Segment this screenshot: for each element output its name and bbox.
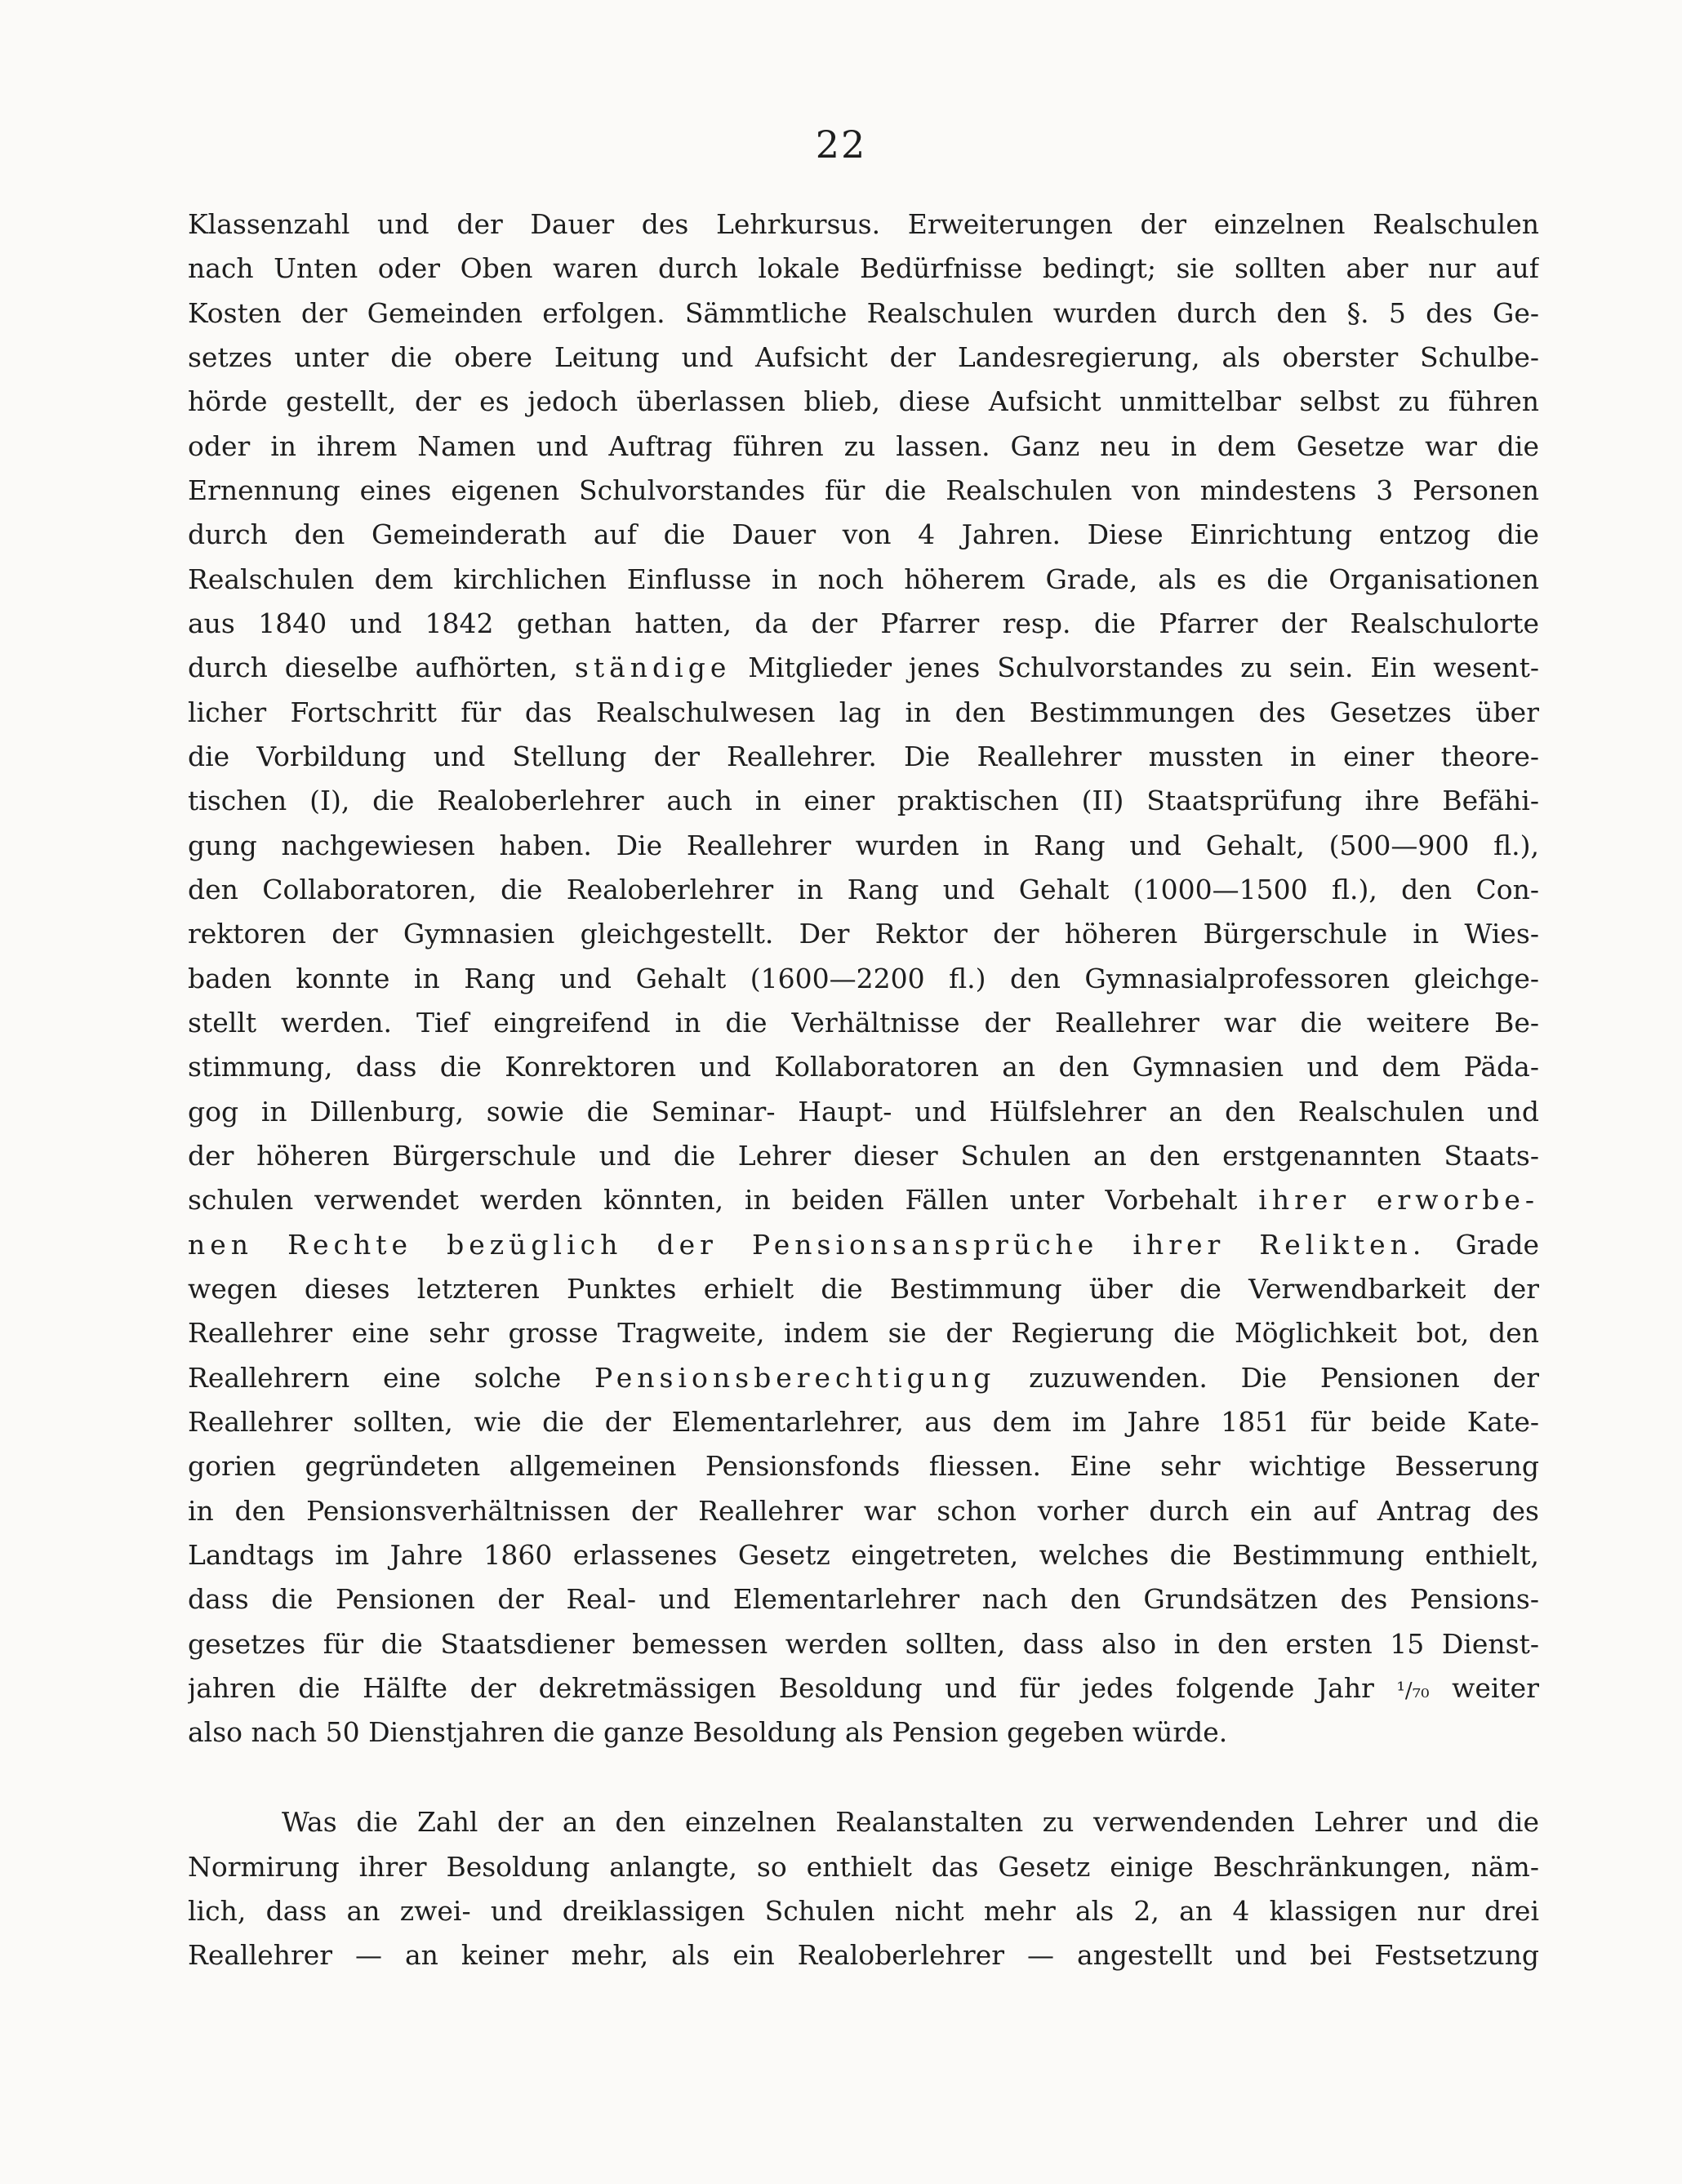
- text-line: dass die Pensionen der Real- und Elementarlehrer nach den Grundsätzen des Pensions-: [188, 1583, 1539, 1616]
- text-line: wegen dieses letzteren Punktes erhielt die Bestimmung über die Verwendbarkeit der: [188, 1272, 1539, 1305]
- text-segment: zuzuwenden. Die Pensionen der: [1029, 1361, 1539, 1394]
- text-segment: Grade: [1455, 1228, 1539, 1261]
- text-line: Reallehrer eine sehr grosse Tragweite, indem sie der Regierung die Möglichkeit bot, den: [188, 1317, 1539, 1350]
- text-line: hörde gestellt, der es jedoch überlassen blieb, diese Aufsicht unmittelbar selbst zu führen: [188, 385, 1539, 418]
- spaced-emphasis: Pensionsberechtigung: [594, 1361, 996, 1394]
- text-line: gorien gegründeten allgemeinen Pensionsfonds fliessen. Eine sehr wichtige Besserung: [188, 1450, 1539, 1483]
- text-line: gung nachgewiesen haben. Die Reallehrer wurden in Rang und Gehalt, (500—900 fl.),: [188, 829, 1539, 861]
- text-line: in den Pensionsverhältnissen der Reallehrer war schon vorher durch ein auf Antrag des: [188, 1494, 1539, 1527]
- text-line: stimmung, dass die Konrektoren und Kollaboratoren an den Gymnasien und dem Päda-: [188, 1051, 1539, 1083]
- text-line: oder in ihrem Namen und Auftrag führen zu lassen. Ganz neu in dem Gesetze war die: [188, 429, 1539, 462]
- text-line: [188, 1666, 1539, 1710]
- text-segment: Mitglieder jenes Schulvorstandes zu sein. Ein wesent-: [748, 652, 1539, 684]
- text-line: setzes unter die obere Leitung und Aufsicht der Landesregierung, als oberster Schulbe-: [188, 340, 1539, 373]
- paragraph-gap: [188, 1755, 1539, 1800]
- text-segment: Reallehrern eine solche: [188, 1361, 562, 1394]
- text-line: [188, 1223, 1539, 1267]
- text-segment: durch dieselbe aufhörten,: [188, 652, 558, 684]
- text-line: also nach 50 Dienstjahren die ganze Besoldung als Pension gegeben würde.: [188, 1716, 1228, 1749]
- page-number: 22: [815, 122, 867, 167]
- text-line: der höheren Bürgerschule und die Lehrer dieser Schulen an den erstgenannten Staats-: [188, 1139, 1539, 1172]
- fraction: ¹/₇₀: [1396, 1678, 1430, 1703]
- text-line: stellt werden. Tief eingreifend in die Verhältnisse der Reallehrer war die weitere Be-: [188, 1006, 1539, 1039]
- text-segment: jahren die Hälfte der dekretmässigen Besoldung und für jedes folgende Jahr: [188, 1671, 1374, 1704]
- text-line: Kosten der Gemeinden erfolgen. Sämmtliche Realschulen wurden durch den §. 5 des Ge-: [188, 296, 1539, 329]
- text-line: [188, 1178, 1539, 1222]
- text-line: [188, 1356, 1539, 1400]
- text-line: Klassenzahl und der Dauer des Lehrkursus. Erweiterungen der einzelnen Realschulen: [188, 208, 1539, 240]
- text-line: nach Unten oder Oben waren durch lokale Bedürfnisse bedingt; sie sollten aber nur auf: [188, 252, 1539, 285]
- text-line: gesetzes für die Staatsdiener bemessen werden sollten, dass also in den ersten 15 Dienst-: [188, 1627, 1539, 1660]
- text-line: Reallehrer — an keiner mehr, als ein Realoberlehrer — angestellt und bei Festsetzung: [188, 1939, 1539, 1972]
- text-line: Was die Zahl der an den einzelnen Realanstalten zu verwendenden Lehrer und die: [282, 1806, 1539, 1839]
- text-line: gog in Dillenburg, sowie die Seminar- Haupt- und Hülfslehrer an den Realschulen und: [188, 1095, 1539, 1128]
- body-text: [188, 202, 1539, 1978]
- spaced-emphasis: ihrer erworbe-: [1258, 1184, 1539, 1217]
- text-line: licher Fortschritt für das Realschulwesen lag in den Bestimmungen des Gesetzes über: [188, 696, 1539, 728]
- text-line: Normirung ihrer Besoldung anlangte, so enthielt das Gesetz einige Beschränkungen, näm-: [188, 1850, 1539, 1883]
- text-line: baden konnte in Rang und Gehalt (1600—2200 fl.) den Gymnasialprofessoren gleichge-: [188, 962, 1539, 994]
- text-line: tischen (I), die Realoberlehrer auch in einer praktischen (II) Staatsprüfung ihre Befähi-: [188, 785, 1539, 817]
- text-line: rektoren der Gymnasien gleichgestellt. Der Rektor der höheren Bürgerschule in Wies-: [188, 918, 1539, 950]
- spaced-emphasis: nen Rechte bezüglich der Pensionsansprüche ihrer Relikten.: [188, 1228, 1426, 1261]
- text-line: Ernennung eines eigenen Schulvorstandes für die Realschulen von mindestens 3 Personen: [188, 474, 1539, 506]
- text-line: [188, 646, 1539, 690]
- text-line: die Vorbildung und Stellung der Reallehrer. Die Reallehrer mussten in einer theore-: [188, 740, 1539, 772]
- text-line: aus 1840 und 1842 gethan hatten, da der Pfarrer resp. die Pfarrer der Realschulorte: [188, 607, 1539, 639]
- text-line: Landtags im Jahre 1860 erlassenes Gesetz eingetreten, welches die Bestimmung enthielt,: [188, 1538, 1539, 1571]
- text-line: Realschulen dem kirchlichen Einflusse in noch höherem Grade, als es die Organisationen: [188, 563, 1539, 595]
- text-segment: weiter: [1452, 1671, 1539, 1704]
- text-line: Reallehrer sollten, wie die der Elementarlehrer, aus dem im Jahre 1851 für beide Kate-: [188, 1405, 1539, 1438]
- text-line: durch den Gemeinderath auf die Dauer von 4 Jahren. Diese Einrichtung entzog die: [188, 518, 1539, 551]
- text-segment: schulen verwendet werden könnten, in beiden Fällen unter Vorbehalt: [188, 1184, 1238, 1217]
- text-line: lich, dass an zwei- und dreiklassigen Schulen nicht mehr als 2, an 4 klassigen nur drei: [188, 1895, 1539, 1928]
- text-line: den Collaboratoren, die Realoberlehrer in Rang und Gehalt (1000—1500 fl.), den Con-: [188, 873, 1539, 905]
- spaced-emphasis: ständige: [574, 652, 732, 684]
